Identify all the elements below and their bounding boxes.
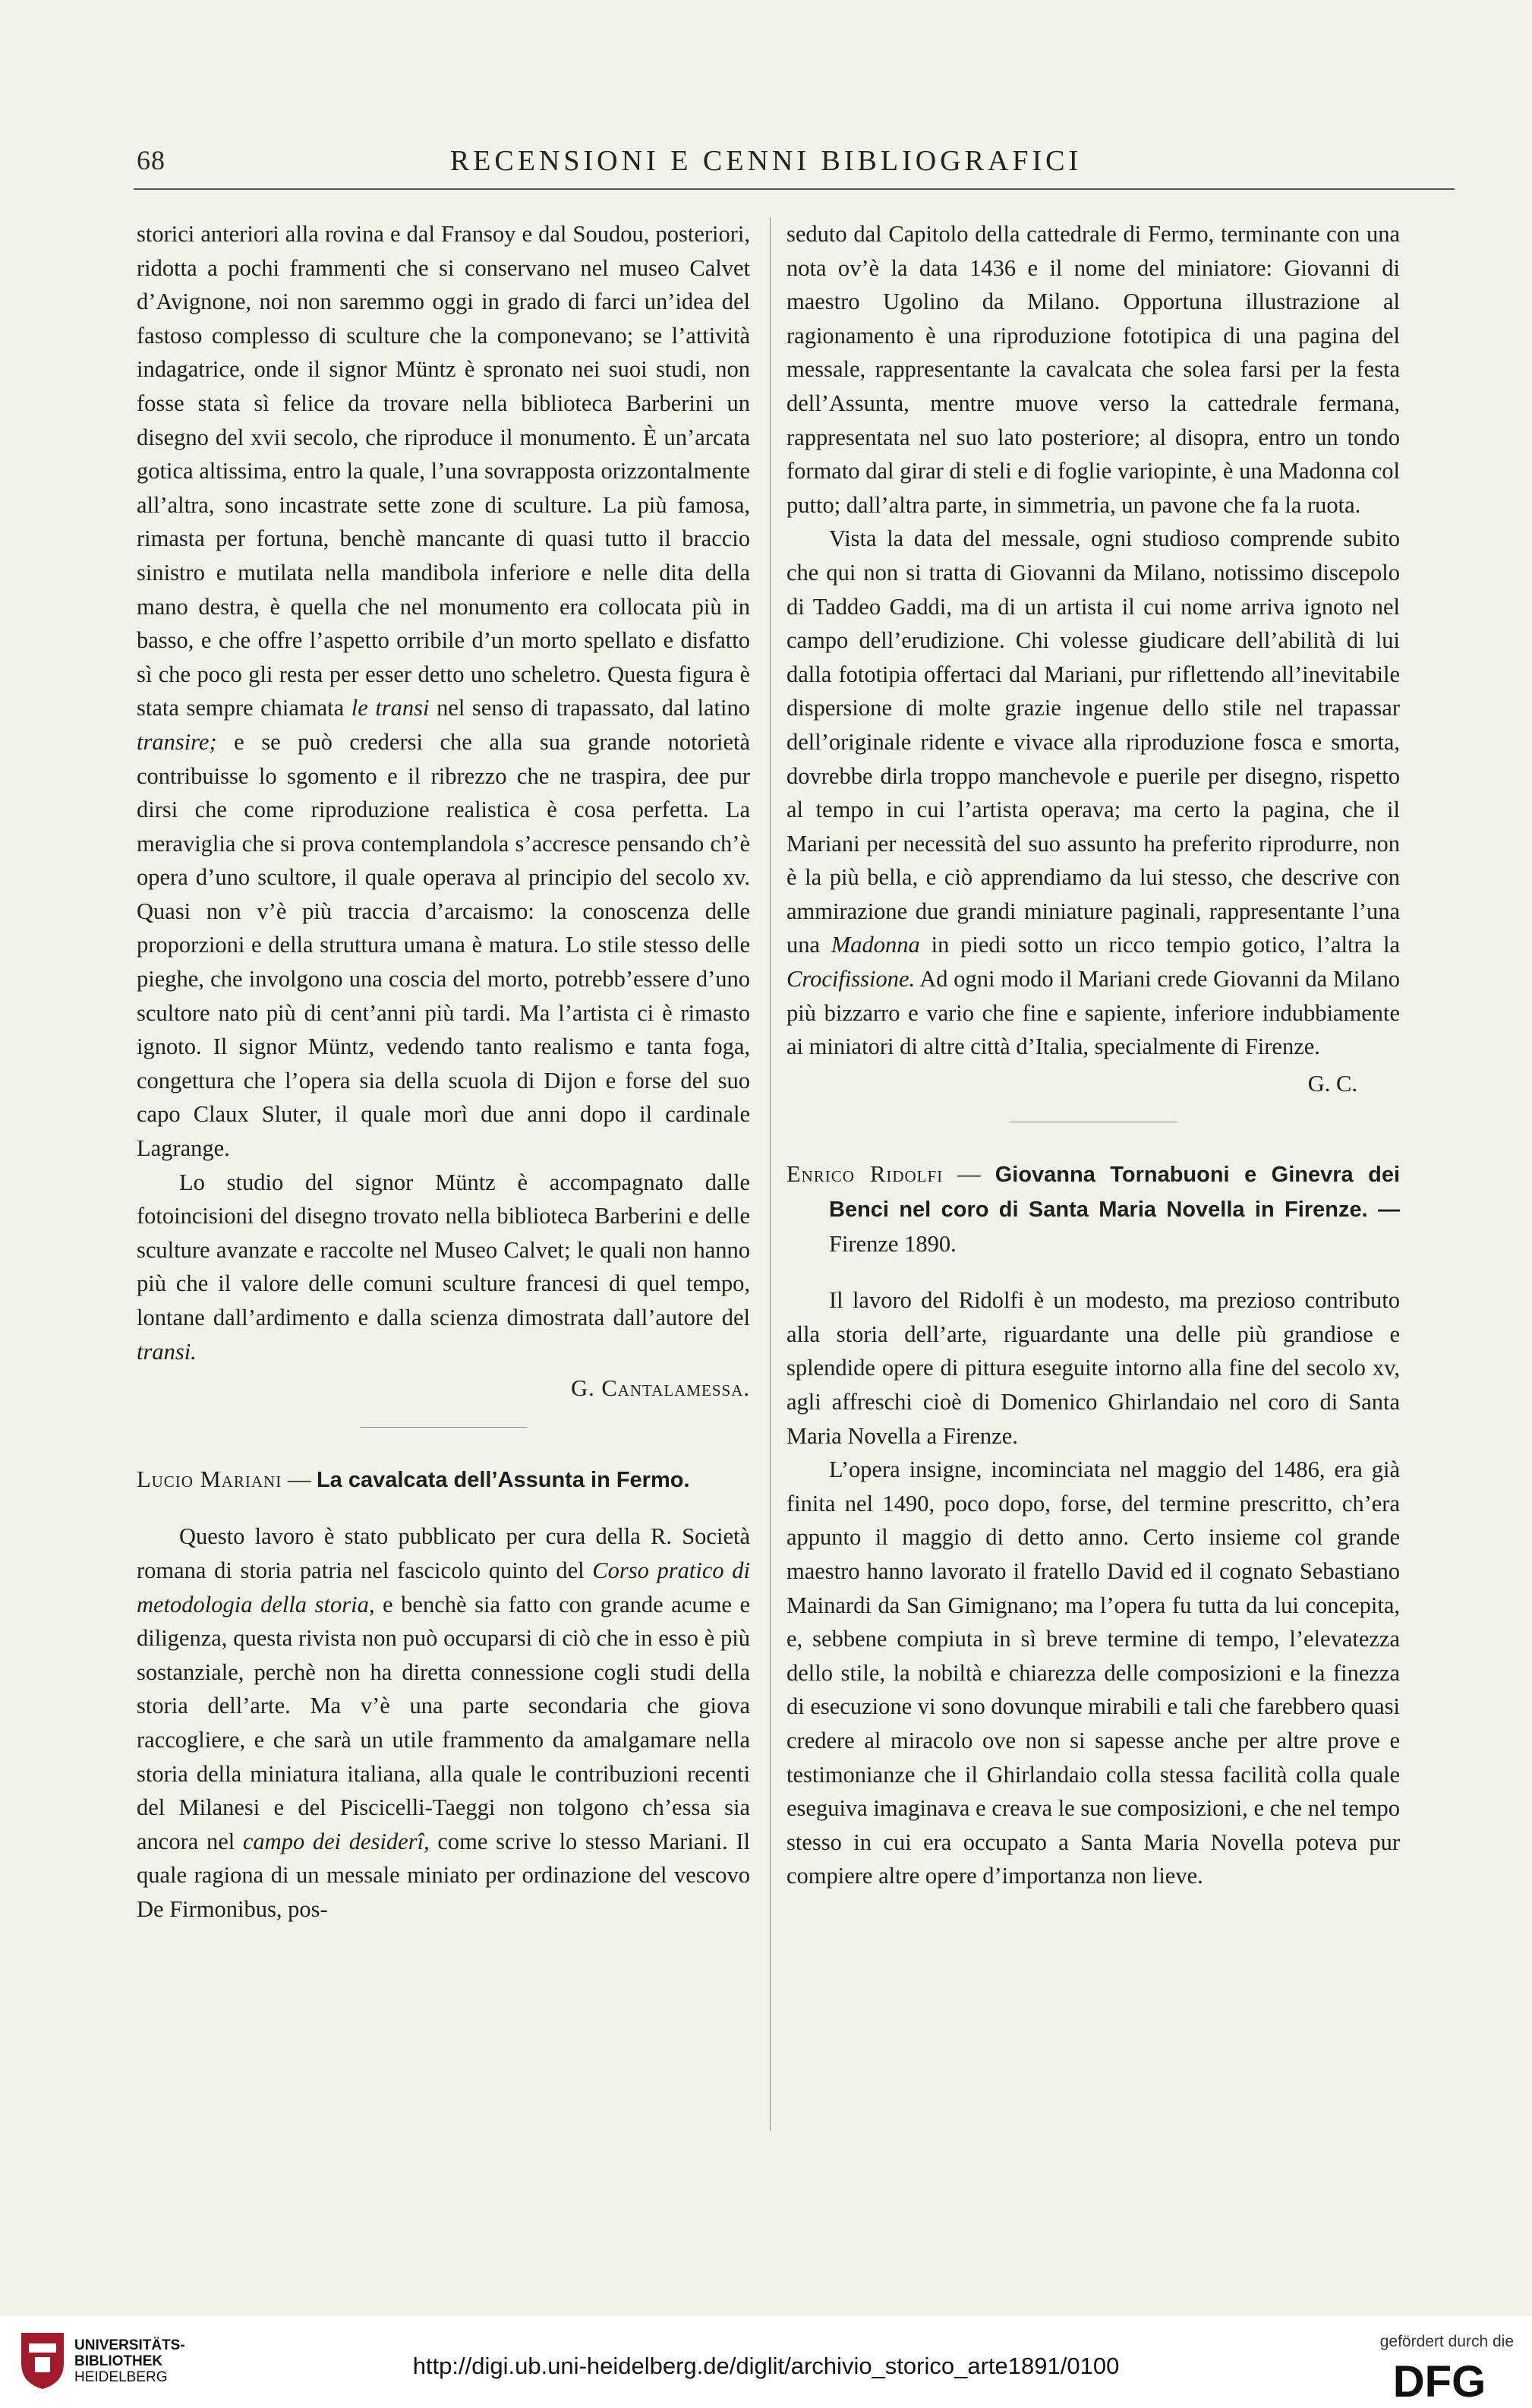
entry-heading: Lucio Mariani — La cavalcata dell’Assunta in Fermo. [137, 1466, 690, 1492]
entry-author: Lucio Mariani [137, 1466, 282, 1492]
paragraph: Questo lavoro è stato pubblicato per cura della R. Società romana di storia patria nel fascicolo quinto del Corso pratico di metodologia della storia, e benchè sia fatto con grande acume e diligenza, questa rivista non può occuparsi di ciò che in esso è più sostanziale, perchè non ha diretta connessione cogli studi della storia dell’arte. Ma v’è una parte secondaria che giova raccogliere, e che sarà un utile frammento da amalgamare nella storia della miniatura italiana, alla quale le contribuzioni recenti del Milanesi e del Piscicelli-Taeggi non tolgono ch’essa sia ancora nel campo dei desiderî, come scrive lo stesso Mariani. Il quale ragiona di un messale miniato per ordinazione del vescovo De Firmonibus, pos- [137, 1523, 750, 1922]
dfg-logo-icon [1365, 2359, 1514, 2401]
section-separator [360, 1427, 527, 1428]
source-url-link[interactable]: http://digi.ub.uni-heidelberg.de/diglit/archivio_storico_arte1891/0100 [412, 2353, 1120, 2379]
paragraph: Vista la data del messale, ogni studioso comprende subito che qui non si tratta di Giovanni da Milano, notissimo discepolo di Taddeo Gaddi, ma di un artista il cui nome arriva ignoto nel campo dell’erudizione. Chi volesse giudicare dell’abilità di lui dalla fototipia offertaci dal Mariani, pur riflettendo all’inevitabile dispersione di molte grazie ingenue dello stile nel trapassar dell’originale ridente e vivace alla riproduzione fosca e smorta, dovrebbe dirla troppo manchevole e puerile per disegno, rispetto al tempo in cui l’artista operava; ma certo la pagina, che il Mariani per necessità del suo assunto ha preferito riprodurre, non è la più bella, e ciò apprendiamo da lui stesso, che descrive con ammirazione due grandi miniature paginali, rappresentante l’una una Madonna in piedi sotto un ricco tempio gotico, l’altra la Crocifissione. Ad ogni modo il Mariani crede Giovanni da Milano più bizzarro e vario che fine e sapiente, inferiore indubbiamente ai miniatori di altre città d’Italia, specialmente di Firenze. [786, 525, 1400, 1060]
svg-text:DFG: DFG [1392, 2359, 1486, 2401]
paragraph: storici anteriori alla rovina e dal Fransoy e dal Soudou, posteriori, ridotta a pochi frammenti che si conservano nel museo Calvet d’Avignone, noi non saremmo oggi in grado di farci un’idea del fastoso complesso di sculture che la componevano; se l’attività indagatrice, onde il signor Müntz è spronato nei suoi studi, non fosse stata sì felice da trovare nella biblioteca Barberini un disegno del xvii secolo, che riproduce il monumento. È un’arcata gotica altissima, entro la quale, l’una sovrapposta orizzontalmente all’altra, sono incastrate sette zone di sculture. La più famosa, rimasta per fortuna, benchè mancante di quasi tutto il braccio sinistro e mutilata nella mandibola inferiore e nelle dita della mano destra, è quella che nel monumento era collocata più in basso, e che offre l’aspetto orribile d’un morto spellato e disfatto sì che poco gli resta per esser detto uno scheletro. Questa figura è stata sempre chiamata le transi nel senso di trapassato, dal latino transire; e se può credersi che alla sua grande notorietà contribuisse lo sgomento e il ribrezzo che ne traspira, dee pur dirsi che come riproduzione realistica è cosa perfetta. La meraviglia che si prova contemplandola s’accresce pensando ch’è opera d’uno scultore, il quale operava al principio del secolo xv. Quasi non v’è più traccia d’arcaismo: la conoscenza delle proporzioni e della struttura umana è matura. Lo stile stesso delle pieghe, che involgono una coscia del morto, potrebb’essere d’uno scultore nato più di cent’anni più tardi. Ma l’artista ci è rimasto ignoto. Il signor Müntz, vedendo tanto realismo e tanta foga, congettura che l’opera sia della scuola di Dijon e forse del suo capo Claux Sluter, il quale morì due anni dopo il cardinale Lagrange. [137, 221, 751, 1162]
signature: G. C. [1307, 1070, 1357, 1097]
paragraph: Il lavoro del Ridolfi è un modesto, ma prezioso contributo alla storia dell’arte, riguardante una delle più grandiose e splendide opere di pittura eseguite intorno alla fine del secolo xv, agli affreschi cioè di Domenico Ghirlandaio nel coro di Santa Maria Novella a Firenze. [786, 1287, 1400, 1449]
right-column [786, 217, 1400, 1893]
column-divider [770, 217, 771, 2131]
entry-place: Firenze 1890. [829, 1230, 957, 1257]
paragraph: Lo studio del signor Müntz è accompagnato dalle fotoincisioni del disegno trovato nella biblioteca Barberini e delle sculture avanzate e raccolte nel Museo Calvet; le quali non hanno più che il valore delle comuni sculture francesi di quel tempo, lontane dall’ardimento e dalla scienza dimostrata dall’autore del transi. [137, 1169, 750, 1365]
funded-by-label: gefördert durch die [1379, 2333, 1514, 2350]
page-title: RECENSIONI E CENNI BIBLIOGRAFICI [449, 145, 1083, 177]
entry-heading: Enrico Ridolfi — Giovanna Tornabuoni e Ginevra dei Benci nel coro di Santa Maria Novella in Firenze. — Firenze 1890. [786, 1161, 1401, 1257]
paragraph: seduto dal Capitolo della cattedrale di Fermo, terminante con una nota ov’è la data 1436 e il nome del miniatore: Giovanni di maestro Ugolino da Milano. Opportuna illustrazione al ragionamento è una riproduzione fototipica di una pagina del messale, rappresentante la cavalcata che solea farsi per la festa dell’Assunta, mentre muove verso la cattedrale fermana, rappresentata nel suo lato posteriore; al disopra, entro un tondo formato dal girar di steli e di foglie variopinte, è una Madonna col putto; dall’altra parte, in simmetria, un pavone che fa la ruota. [786, 221, 1400, 518]
page-number: 68 [137, 145, 165, 175]
paragraph: L’opera insigne, incominciata nel maggio del 1486, era già finita nel 1490, poco dopo, forse, del termine prescritto, ch’era appunto il maggio di detto anno. Certo insieme col grande maestro hanno lavorato il fratello David ed il cognato Sebastiano Mainardi da San Gimignano; ma l’opera fu tutta da lui concepita, e, sebbene compiuta in sì breve termine di tempo, l’elevatezza dello stile, la nobiltà e chiarezza delle composizioni e la finezza di esecuzione vi sono dovunque mirabili e tali che farebbero quasi credere al miracolo ove non si sapesse anche per altre prove e testimonianze che il Ghirlandaio colla stessa facilità colla quale eseguiva imaginava e creava le sue composizioni, e che nel tempo stesso in cui era occupato a Santa Maria Novella poteva pur compiere altre opere d’importanza non lieve. [786, 1456, 1400, 1889]
entry-title: La cavalcata dell’Assunta in Fermo. [316, 1467, 690, 1492]
library-name: UNIVERSITÄTS- BIBLIOTHEK HEIDELBERG [74, 2337, 185, 2385]
running-head [0, 144, 1532, 187]
left-column [137, 217, 750, 1927]
header-rule [134, 188, 1455, 190]
footer-bar [0, 2316, 1532, 2408]
signature: G. Cantalamessa. [571, 1375, 750, 1402]
entry-title: Giovanna Tornabuoni e Ginevra dei Benci nel coro di Santa Maria Novella in Firenze. — [829, 1163, 1401, 1223]
entry-author: Enrico Ridolfi [786, 1161, 944, 1188]
